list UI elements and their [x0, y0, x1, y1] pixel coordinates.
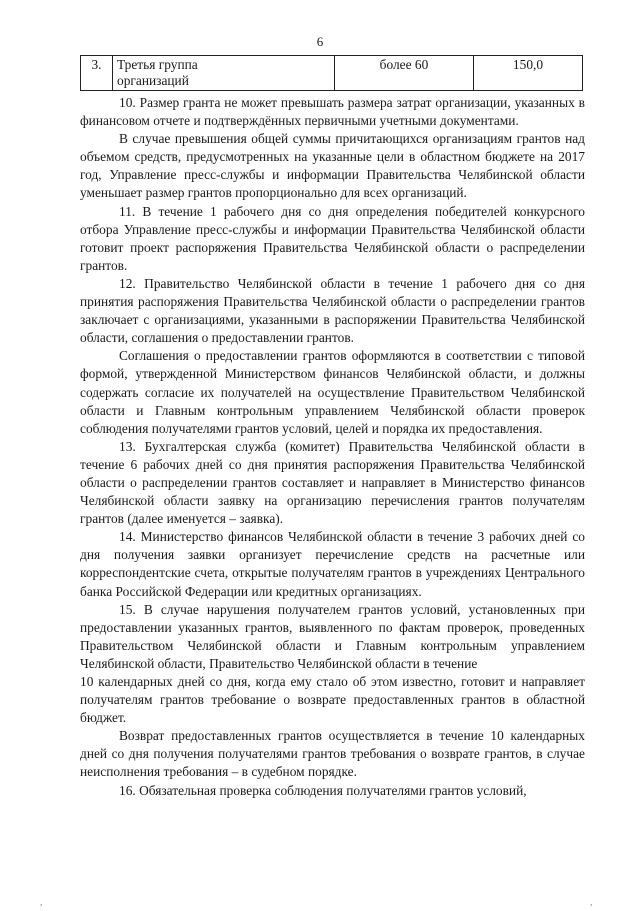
paragraph: 14. Министерство финансов Челябинской области в течение 3 рабочих дней со дня получения заявки организует перечисление средств на расчетные или корреспондентские счета, открытые получателям грантов в учреждениях Центрального банка Российской Федерации или кредитных организациях.	[80, 529, 585, 599]
paragraph: 12. Правительство Челябинской области в течение 1 рабочего дня со дня принятия распоряжения Правительства Челябинской области о распределении грантов заключает с организациями, указанными в распоряжении Правительства Челябинской области, соглашения о предоставлении грантов.	[80, 275, 585, 346]
paragraph: 15. В случае нарушения получателем грантов условий, установленных при предоставлении указанных грантов, выявленного по фактам проверок, проведенных Правительством Челябинской области и Главным контрольным управлением Челябинской области, Правительство Челябинской области в течение	[80, 601, 585, 671]
grant-table	[80, 55, 583, 91]
range-cell: более 60	[335, 56, 474, 91]
paragraph: Соглашения о предоставлении грантов оформляются в соответствии с типовой формой, утвержденной Министерством финансов Челябинской области, и должны содержать согласие их получателей на осуществление Правительством Челябинской области и Главным контрольным управлением Челябинской области проверок соблюдения получателями грантов условий, целей и порядка их предоставления.	[80, 348, 585, 436]
grant-value-cell: 150,0	[474, 56, 583, 91]
group-name-line: организаций	[117, 73, 189, 88]
paragraph: 11. В течение 1 рабочего дня со дня определения победителей конкурсного отбора Управление пресс-службы и информации Правительства Челябинской области готовит проект распоряжения Правительства Челябинской области о распределении грантов.	[80, 203, 585, 273]
document-body	[80, 94, 585, 800]
paragraph: 16. Обязательная проверка соблюдения получателями грантов условий,	[119, 782, 527, 798]
paragraph: 10. Размер гранта не может превышать размера затрат организации, указанных в финансовом отчете и подтверждённых первичными учетными документами.	[80, 95, 585, 129]
page-number: 6	[316, 34, 324, 49]
group-name-cell	[113, 56, 335, 91]
row-number-cell: 3.	[81, 56, 113, 91]
scan-mark: ,	[40, 897, 43, 907]
scan-mark: ,	[590, 897, 593, 907]
paragraph: 13. Бухгалтерская служба (комитет) Правительства Челябинской области в течение 6 рабочих дней со дня принятия распоряжения Правительства Челябинской области о распределении грантов составляет и направляет в Министерство финансов Челябинской области заявку на организацию перечисления грантов получателям грантов (далее именуется – заявка).	[80, 438, 585, 527]
table-row	[81, 56, 583, 91]
group-name-line: Третья группа	[117, 57, 198, 72]
paragraph: Возврат предоставленных грантов осуществляется в течение 10 календарных дней со дня получения получателями грантов требования о возврате грантов, в случае неисполнения требования – в судебном порядке.	[80, 728, 585, 780]
paragraph: В случае превышения общей суммы причитающихся организациям грантов над объемом средств, предусмотренных на указанные цели в областном бюджете на 2017 год, Управление пресс-службы и информации Правительства Челябинской области уменьшает размер грантов пропорционально для всех организаций.	[80, 131, 585, 201]
paragraph: 10 календарных дней со дня, когда ему стало об этом известно, готовит и направляет получателям грантов требование о возврате предоставленных грантов в областной бюджет.	[80, 674, 585, 726]
